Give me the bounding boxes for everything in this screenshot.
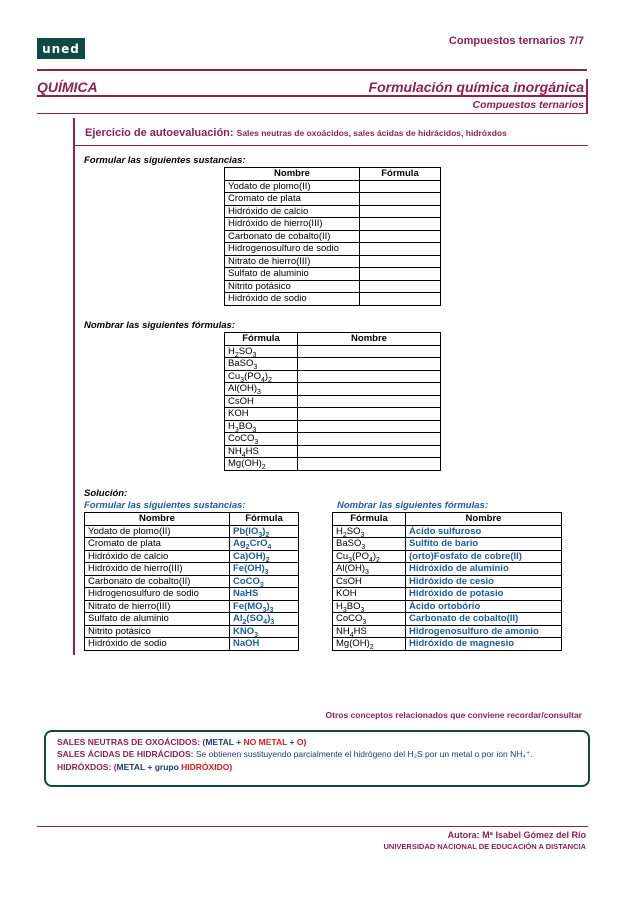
name-cell: Hidrogenosulfuro de sodio (225, 243, 360, 256)
name-cell: Nitrato de hierro(III) (225, 255, 360, 268)
table-header-row (85, 513, 299, 526)
table-row (333, 625, 562, 638)
name-cell: Hidróxido de sodio (85, 638, 230, 651)
formula-solution-cell: NaOH (230, 638, 299, 651)
university-name: UNIVERSIDAD NACIONAL DE EDUCACIÓN A DISTANCIA (383, 842, 586, 851)
table-row (225, 408, 441, 421)
exercise-title (85, 127, 507, 139)
concept-line-hidroxidos (57, 762, 588, 772)
table-row (85, 550, 299, 563)
table-row (333, 600, 562, 613)
formula-cell: KOH (225, 408, 298, 421)
formula-answer-cell[interactable] (360, 218, 441, 231)
nombrar-table (224, 332, 441, 471)
concept-metal: METAL (205, 737, 234, 747)
concept-metal: METAL (116, 762, 146, 772)
concept-label: HIDRÓXDOS: (57, 762, 112, 772)
name-cell: Hidróxido de hierro(III) (225, 218, 360, 231)
table-row (333, 588, 562, 601)
table-row (225, 230, 441, 243)
concept-plus: + (287, 737, 297, 747)
uned-logo (37, 38, 85, 59)
name-cell: Carbonato de cobalto(II) (85, 575, 230, 588)
exercise-divider (73, 145, 588, 146)
concept-paren: ( (202, 737, 206, 747)
formula-cell: CsOH (333, 575, 406, 588)
table-row (225, 293, 441, 306)
table-row (225, 420, 441, 433)
concept-text: Se obtienen sustituyendo parcialmente el hidrógeno del H₂S por un metal o por ion NH₄⁺. (195, 749, 533, 759)
concept-oxygen: O (296, 737, 304, 747)
table-row (225, 193, 441, 206)
column-header: Fórmula (230, 513, 299, 526)
formula-answer-cell[interactable] (360, 243, 441, 256)
table-row (333, 575, 562, 588)
formula-answer-cell[interactable] (360, 205, 441, 218)
concepts-title: Otros conceptos relacionados que conviene recordar/consultar (325, 710, 582, 720)
concept-text: + grupo (145, 762, 182, 772)
solution-nombrar-table (332, 512, 562, 651)
table-row (225, 458, 441, 471)
table-row (333, 538, 562, 551)
name-answer-cell[interactable] (298, 345, 441, 358)
table-row (85, 538, 299, 551)
name-answer-cell[interactable] (298, 445, 441, 458)
concept-paren: ( (113, 762, 117, 772)
name-solution-cell: Hidróxido de aluminio (406, 563, 562, 576)
name-cell: Nitrito potásico (225, 280, 360, 293)
column-header: Fórmula (360, 168, 441, 181)
formula-cell: $Mg(OH)_2$ (225, 458, 298, 471)
table-header-row (333, 513, 562, 526)
formula-cell: $Al(OH)_3$ (333, 563, 406, 576)
exercise-title-label: Ejercicio de autoevaluación: (85, 127, 234, 139)
table-row (225, 345, 441, 358)
table-row (225, 433, 441, 446)
name-cell: Nitrito potásico (85, 625, 230, 638)
subject-title: QUÍMICA (37, 79, 98, 95)
name-cell: Sulfato de aluminio (225, 268, 360, 281)
table-row (333, 525, 562, 538)
name-answer-cell[interactable] (298, 395, 441, 408)
formula-cell: CsOH (225, 395, 298, 408)
table-row (225, 205, 441, 218)
concept-label: SALES ÁCIDAS DE HIDRÁCIDOS: (57, 749, 194, 759)
header-right-rule (586, 79, 588, 113)
table-header-row (225, 333, 441, 346)
table-header-row (225, 168, 441, 181)
name-cell: Nitrato de hierro(III) (85, 600, 230, 613)
content-left-rule (73, 118, 75, 655)
name-solution-cell: Hidróxido de magnesio (406, 638, 562, 651)
concept-group: HIDRÓXIDO (181, 762, 230, 772)
name-solution-cell: Hidróxido de potasio (406, 588, 562, 601)
formula-cell: BaSO$_3$ (225, 358, 298, 371)
formula-cell: CoCO$_3$ (333, 613, 406, 626)
solution-title: Solución: (84, 488, 128, 499)
formula-cell: CoCO$_3$ (225, 433, 298, 446)
concept-label: SALES NEUTRAS DE OXOÁCIDOS: (57, 737, 201, 747)
table-row (85, 613, 299, 626)
column-header: Nombre (85, 513, 230, 526)
name-cell: Hidróxido de sodio (225, 293, 360, 306)
name-answer-cell[interactable] (298, 420, 441, 433)
footer-divider (37, 826, 588, 827)
column-header: Nombre (298, 333, 441, 346)
name-cell: Cromato de plata (85, 538, 230, 551)
formula-cell: $NH_4HS$ (333, 625, 406, 638)
table-row (85, 638, 299, 651)
formula-solution-cell: NaHS (230, 588, 299, 601)
formula-solution-cell: $Fe(MO_3)_3$ (230, 600, 299, 613)
topic-title: Formulación química inorgánica (368, 79, 584, 95)
name-cell: Yodato de plomo(II) (225, 180, 360, 193)
column-header: Nombre (225, 168, 360, 181)
solution-formular-label: Formular las siguientes sustancias: (84, 500, 246, 511)
name-cell: Cromato de plata (225, 193, 360, 206)
name-cell: Hidróxido de calcio (85, 550, 230, 563)
name-solution-cell: Hidrogenosulfuro de amonio (406, 625, 562, 638)
concept-line-hidracidos (57, 749, 588, 760)
name-solution-cell: Carbonato de cobalto(II) (406, 613, 562, 626)
column-header: Fórmula (333, 513, 406, 526)
formula-answer-cell[interactable] (360, 193, 441, 206)
name-cell: Sulfato de aluminio (85, 613, 230, 626)
table-row (85, 625, 299, 638)
header-divider (37, 69, 587, 71)
concept-nometal: NO METAL (243, 737, 288, 747)
table-row (333, 613, 562, 626)
formula-answer-cell[interactable] (360, 293, 441, 306)
formula-solution-cell: $Al_2(SO_4)_3$ (230, 613, 299, 626)
author: Autora: Mª Isabel Gómez del Río (447, 830, 586, 840)
formula-answer-cell[interactable] (360, 280, 441, 293)
formula-cell: $H_3BO_3$ (333, 600, 406, 613)
table-row (225, 218, 441, 231)
name-answer-cell[interactable] (298, 433, 441, 446)
name-cell: Hidróxido de hierro(III) (85, 563, 230, 576)
logo-text: uned (42, 41, 80, 56)
table-row (85, 563, 299, 576)
column-header: Fórmula (225, 333, 298, 346)
table-row (225, 243, 441, 256)
formula-solution-cell: CoCO$_3$ (230, 575, 299, 588)
name-cell: Carbonato de cobalto(II) (225, 230, 360, 243)
formular-label: Formular las siguientes sustancias: (84, 155, 246, 166)
table-row (85, 525, 299, 538)
table-row (225, 268, 441, 281)
concept-paren: ) (303, 737, 307, 747)
name-solution-cell: Ácido ortobório (406, 600, 562, 613)
name-answer-cell[interactable] (298, 370, 441, 383)
formula-cell: $NH_4HS$ (225, 445, 298, 458)
concepts-box (44, 730, 590, 787)
name-cell: Hidróxido de calcio (225, 205, 360, 218)
formular-table (224, 167, 441, 306)
name-solution-cell: Sulfito de bario (406, 538, 562, 551)
formula-cell: $H_3BO_3$ (225, 420, 298, 433)
nombrar-label: Nombrar las siguientes fórmulas: (84, 320, 235, 331)
name-answer-cell[interactable] (298, 458, 441, 471)
name-answer-cell[interactable] (298, 358, 441, 371)
formula-cell: $Al(OH)_3$ (225, 383, 298, 396)
concept-paren: ) (229, 762, 233, 772)
table-row (225, 395, 441, 408)
name-cell: Hidrogenosulfuro de sodio (85, 588, 230, 601)
page-label: Compuestos ternarios 7/7 (448, 35, 584, 47)
exercise-subtitle: Sales neutras de oxoácidos, sales ácidas de hidrácidos, hidróxdos (236, 128, 507, 138)
formula-solution-cell: $Ag_2CrO_4$ (230, 538, 299, 551)
table-row (225, 370, 441, 383)
formula-cell: BaSO$_3$ (333, 538, 406, 551)
formula-cell: $Mg(OH)_2$ (333, 638, 406, 651)
name-answer-cell[interactable] (298, 408, 441, 421)
formula-solution-cell: $Pb(IO_3)_2$ (230, 525, 299, 538)
table-row (333, 638, 562, 651)
table-row (225, 255, 441, 268)
formula-cell: KOH (333, 588, 406, 601)
formula-answer-cell[interactable] (360, 268, 441, 281)
table-row (333, 563, 562, 576)
formula-cell: $Cu_3(PO_4)_2$ (225, 370, 298, 383)
table-row (85, 588, 299, 601)
formula-cell: $H_2SO_3$ (333, 525, 406, 538)
formula-cell: $Cu_3(PO_4)_2$ (333, 550, 406, 563)
table-row (85, 600, 299, 613)
table-row (225, 180, 441, 193)
table-row (225, 358, 441, 371)
header-bottom-rule (37, 113, 588, 114)
table-row (85, 575, 299, 588)
formula-answer-cell[interactable] (360, 255, 441, 268)
formula-solution-cell: $Ca)OH)_2$ (230, 550, 299, 563)
name-solution-cell: Hidróxido de cesio (406, 575, 562, 588)
concept-line-oxoacidos (57, 737, 588, 747)
formula-answer-cell[interactable] (360, 180, 441, 193)
formula-solution-cell: $Fe(OH)_3$ (230, 563, 299, 576)
name-solution-cell: Ácido sulfuroso (406, 525, 562, 538)
name-answer-cell[interactable] (298, 383, 441, 396)
topic-divider (37, 95, 587, 97)
table-row (225, 445, 441, 458)
concept-plus: + (233, 737, 244, 747)
name-cell: Yodato de plomo(II) (85, 525, 230, 538)
column-header: Nombre (406, 513, 562, 526)
table-row (333, 550, 562, 563)
solution-nombrar-label: Nombrar las siguientes fórmulas: (337, 500, 488, 511)
formula-cell: $H_2SO_3$ (225, 345, 298, 358)
name-solution-cell: (orto)Fosfato de cobre(II) (406, 550, 562, 563)
table-row (225, 280, 441, 293)
subtopic-title: Compuestos ternarios (472, 99, 584, 111)
formula-answer-cell[interactable] (360, 230, 441, 243)
formula-solution-cell: $KNO_3$ (230, 625, 299, 638)
solution-formular-table (84, 512, 299, 651)
table-row (225, 383, 441, 396)
